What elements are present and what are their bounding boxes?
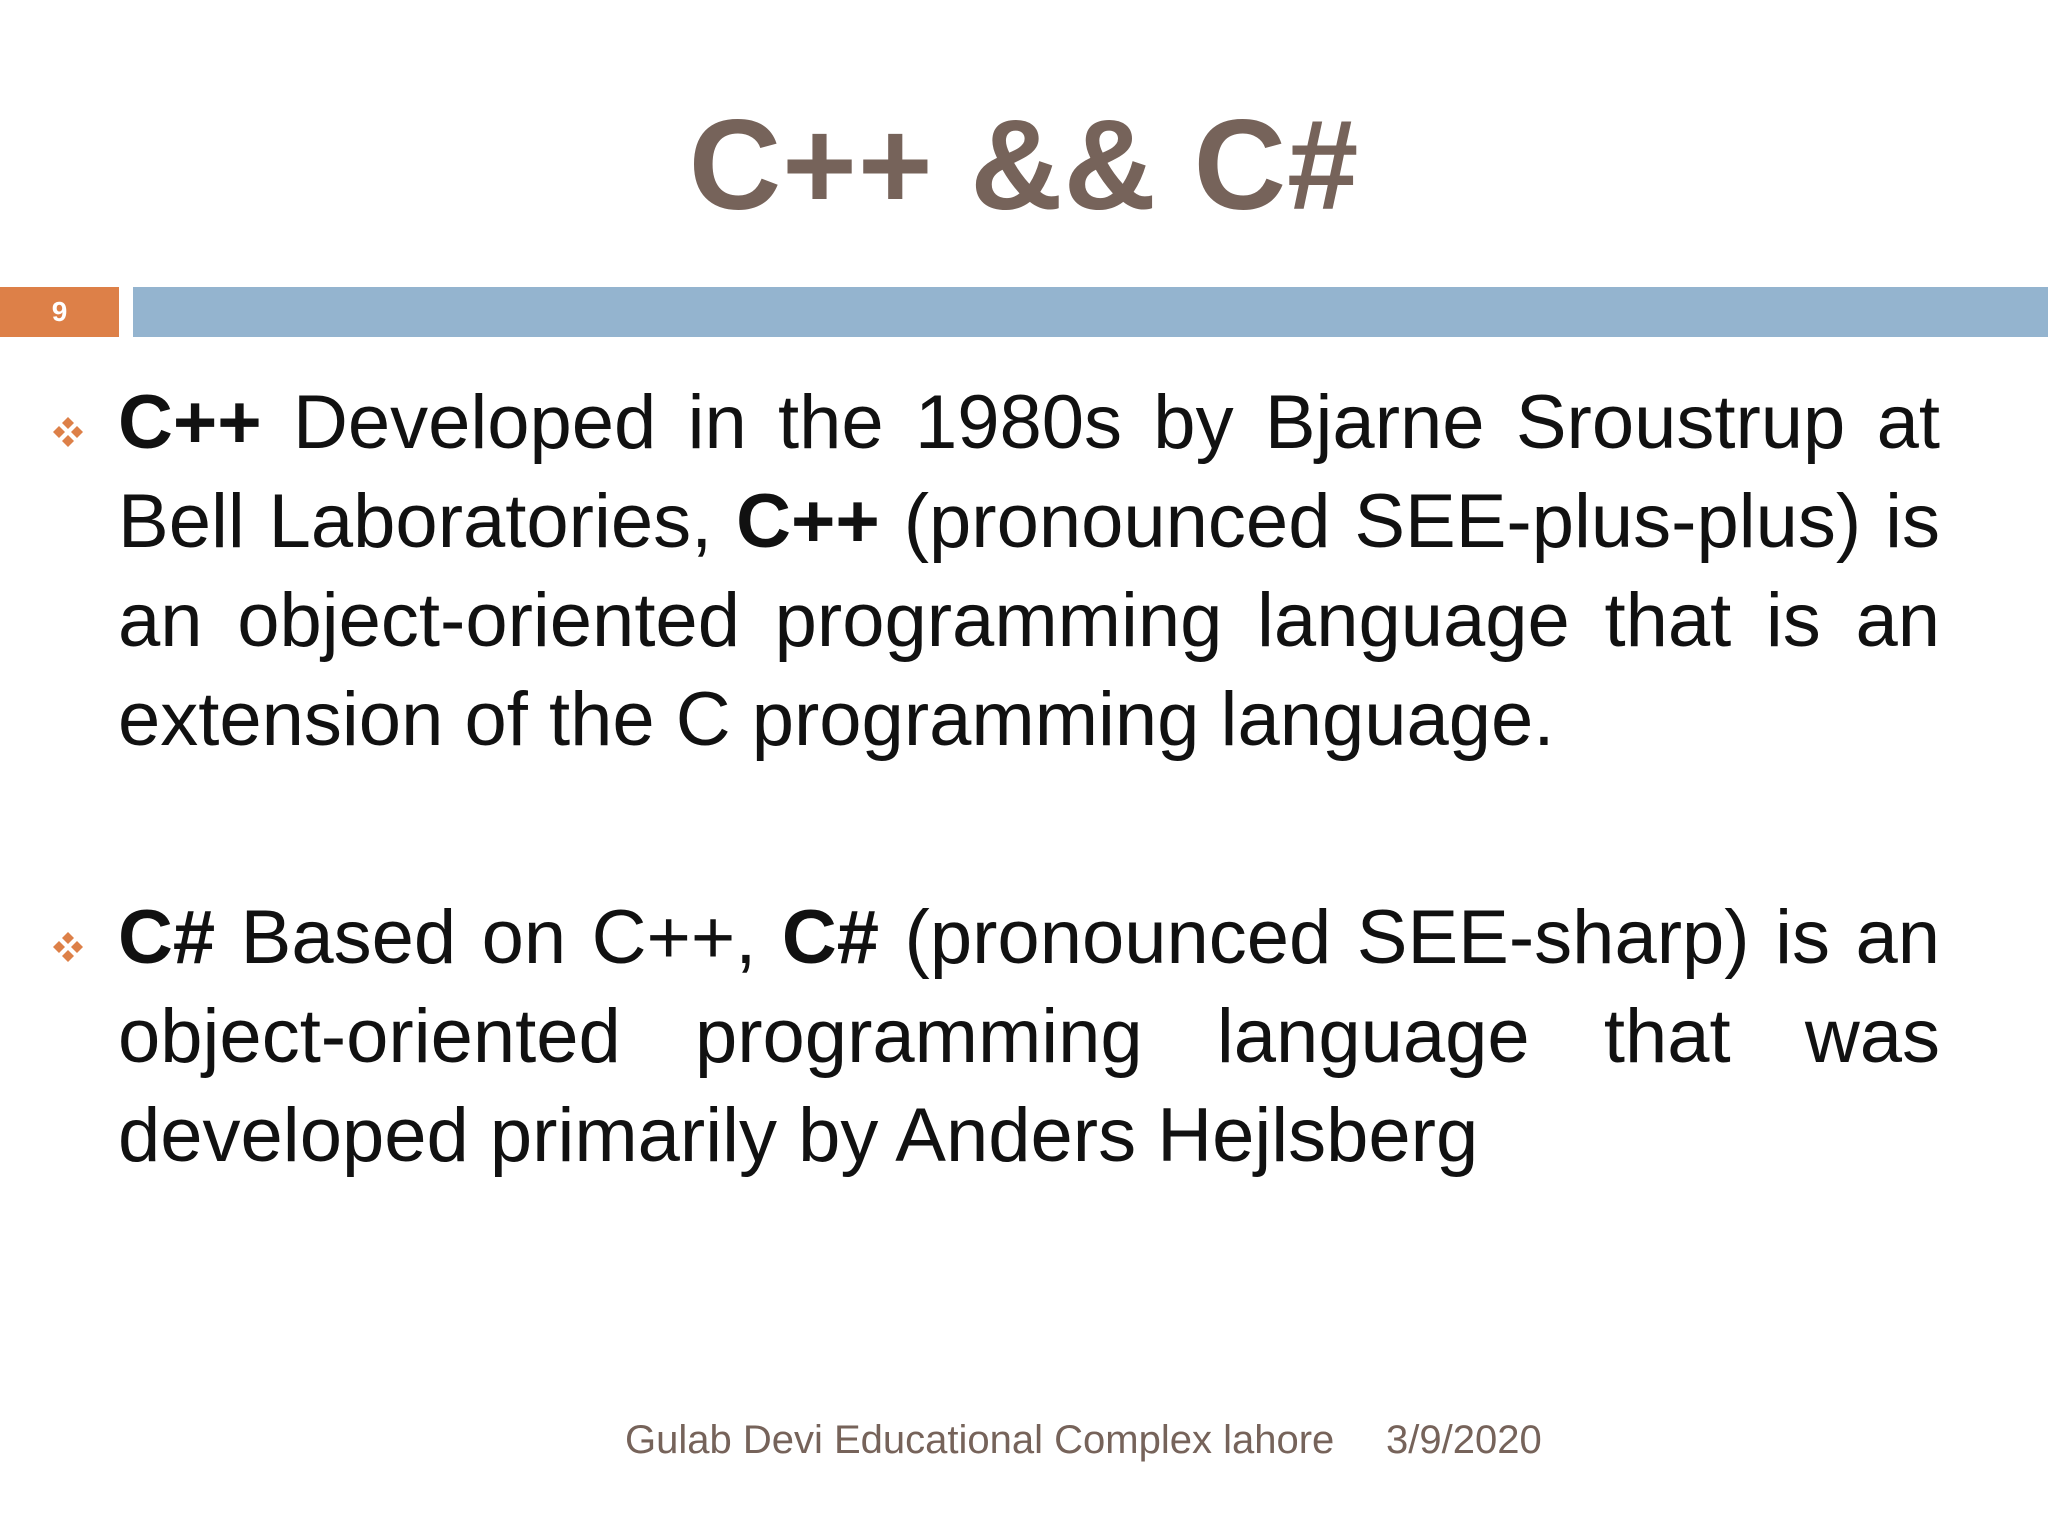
header-divider-bar (133, 287, 2048, 337)
bullet-lead-term: C# (118, 895, 216, 980)
slide-number: 9 (0, 287, 119, 337)
bullet-text: Based on C++, (215, 895, 782, 980)
footer-date: 3/9/2020 (1386, 1418, 1542, 1462)
four-diamond-bullet-icon (50, 929, 86, 965)
bullet-text: (pronounced SEE-plus-plus) is an object-oriented programming language that is an extension of the C programming language. (118, 479, 1940, 762)
bullet-bold-term: C# (781, 895, 880, 980)
footer-organization: Gulab Devi Educational Complex lahore (625, 1418, 1335, 1462)
bullet-csharp (118, 888, 1940, 1185)
four-diamond-bullet-icon (50, 414, 86, 450)
bullet-text: Developed in the 1980s by Bjarne Sroustrup at Bell Laboratories, (118, 380, 1940, 564)
slide-title: C++ && C# (688, 94, 1360, 237)
bullet-lead-term: C++ (118, 380, 262, 465)
bullet-cpp (118, 373, 1940, 769)
bullet-bold-term: C++ (736, 479, 880, 564)
bullet-text: (pronounced SEE-sharp) is an object-oriented programming language that was developed primarily by Anders Hejlsberg (118, 895, 1940, 1178)
